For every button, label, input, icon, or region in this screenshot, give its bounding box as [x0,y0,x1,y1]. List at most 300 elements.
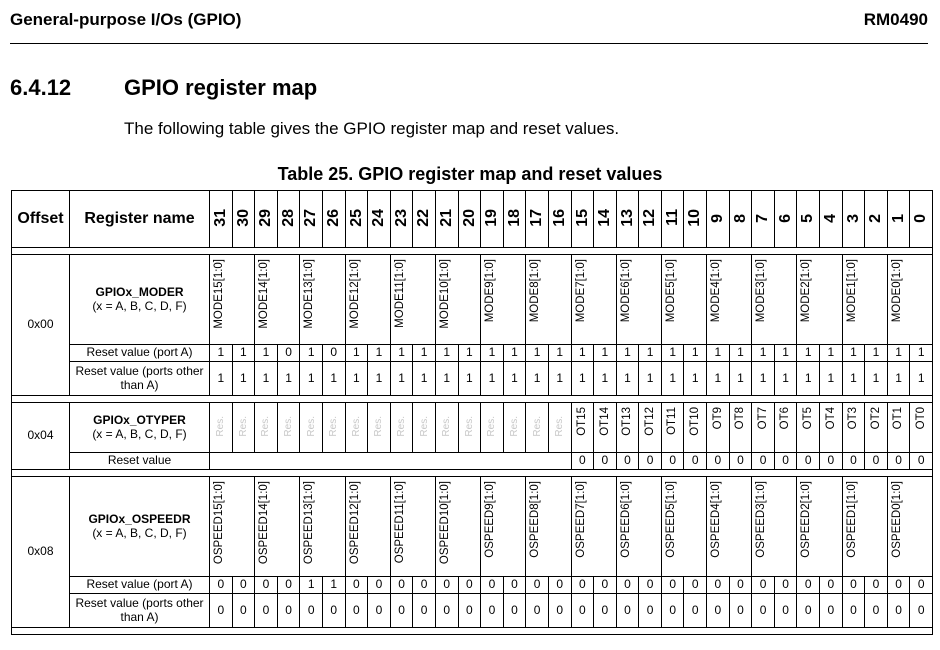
bit-number: 0 [912,213,930,223]
bit-number-header [639,191,662,248]
bit-field [820,403,843,453]
field-name: OT9 [711,407,724,430]
field-name: OT14 [598,407,611,436]
field-name: OSPEED0[1:0] [890,481,903,558]
reset-bit-value: 0 [639,577,662,594]
reserved-label: Res. [328,415,340,437]
reset-bit-value: 0 [232,594,255,628]
bit-field [774,403,797,453]
bit-number: 15 [573,208,591,227]
row-gap [12,248,933,255]
bit-number-header [368,191,391,248]
reset-bit-value: 0 [345,577,368,594]
field-name: OSPEED10[1:0] [438,481,451,565]
bit-number: 5 [799,213,817,223]
reset-bit-value: 1 [458,362,481,396]
reset-bit-value: 0 [887,453,910,470]
bit-field [752,403,775,453]
bit-number-header [390,191,413,248]
reset-bit-value: 1 [345,362,368,396]
reset-bit-value: 0 [842,594,865,628]
bit-number: 12 [641,208,659,227]
bit-number: 18 [505,208,523,227]
bit-number: 1 [889,213,907,223]
field-name: MODE14[1:0] [258,259,271,329]
running-header-title: General-purpose I/Os (GPIO) [10,10,242,29]
bit-field [707,255,752,345]
reset-bit-value: 0 [887,594,910,628]
reset-bit-value: 0 [752,594,775,628]
field-name: OSPEED12[1:0] [348,481,361,565]
bit-number-header [820,191,843,248]
reset-bit-value: 1 [571,362,594,396]
bit-field [345,255,390,345]
reset-bit-value: 1 [887,345,910,362]
intro-paragraph: The following table gives the GPIO register map and reset values. [124,119,620,138]
bit-number: 31 [212,208,229,227]
reset-bit-value: 0 [277,594,300,628]
bit-number: 13 [618,208,636,227]
bit-field [684,403,707,453]
reset-bit-value: 0 [729,577,752,594]
reserved-bit [232,403,255,453]
reset-bit-value: 1 [368,362,391,396]
field-name: OT10 [688,407,701,436]
reset-bit-value: 1 [616,345,639,362]
reset-bit-value: 1 [842,362,865,396]
reset-bit-value: 1 [797,362,820,396]
reset-bit-value: 0 [842,577,865,594]
bit-field [210,477,255,577]
reset-bit-value: 0 [594,577,617,594]
reset-bit-value: 0 [616,577,639,594]
field-name: OSPEED11[1:0] [393,481,406,564]
bit-field [255,255,300,345]
reset-bit-value: 1 [390,345,413,362]
reset-bit-value: 1 [390,362,413,396]
reserved-label: Res. [260,415,272,437]
field-name: MODE4[1:0] [710,259,723,323]
reset-bit-value: 0 [887,577,910,594]
register-ports: (x = A, B, C, D, F) [92,426,187,441]
reset-bit-value: 0 [435,594,458,628]
reserved-label: Res. [554,415,566,437]
reset-bit-value: 0 [752,577,775,594]
reset-bit-value: 1 [300,345,323,362]
reserved-label: Res. [237,415,249,437]
field-name: MODE9[1:0] [484,259,497,323]
field-name: MODE15[1:0] [213,259,225,329]
bit-field [435,477,480,577]
bit-field [571,403,594,453]
reset-bit-value: 0 [729,594,752,628]
reset-bit-value: 1 [435,362,458,396]
bit-number: 24 [370,208,388,227]
reset-bit-value: 0 [503,594,526,628]
bit-number-header [729,191,752,248]
bit-number-header [774,191,797,248]
bit-number: 7 [754,213,772,223]
bit-field [842,403,865,453]
bit-field [910,403,933,453]
bit-number-header [887,191,910,248]
reset-bit-value: 1 [413,345,436,362]
reserved-bit [548,403,571,453]
reset-bit-value: 0 [684,577,707,594]
bit-field [887,255,932,345]
row-gap [12,396,933,403]
field-name: MODE12[1:0] [348,259,361,329]
bit-field [842,477,887,577]
reset-bit-value: 1 [481,345,504,362]
reset-bit-value: 0 [368,594,391,628]
bit-number: 26 [324,208,342,227]
field-name: OSPEED6[1:0] [619,481,632,558]
reserved-label: Res. [350,415,362,437]
reset-bit-value: 0 [548,577,571,594]
reset-bit-value: 0 [322,594,345,628]
section-number: 6.4.12 [10,75,72,100]
field-name: MODE11[1:0] [393,259,406,328]
register-ports: (x = A, B, C, D, F) [92,298,187,313]
reset-bit-value: 1 [752,362,775,396]
reset-bit-value: 0 [820,594,843,628]
reset-bit-value: 1 [232,345,255,362]
reserved-bit [390,403,413,453]
reserved-label: Res. [463,415,475,437]
field-name: OSPEED1[1:0] [845,481,858,558]
bit-number-header [210,191,233,248]
bit-number: 10 [686,208,704,227]
bit-field [594,403,617,453]
bit-field [300,477,345,577]
reset-bit-value: 0 [277,577,300,594]
reset-bit-value: 0 [413,594,436,628]
reset-bit-value: 0 [458,577,481,594]
bit-field [616,477,661,577]
reset-bit-value: 0 [413,577,436,594]
register-name: GPIOx_OTYPER [93,413,186,428]
bit-field [729,403,752,453]
reset-bit-value: 1 [345,345,368,362]
reset-bit-value: 0 [707,594,730,628]
bit-field [526,477,571,577]
field-name: OSPEED2[1:0] [800,481,813,558]
reset-bit-value: 0 [797,594,820,628]
reset-bit-value: 0 [774,577,797,594]
reset-bit-value: 1 [210,362,233,396]
reset-bit-value: 1 [413,362,436,396]
reset-bit-value: 0 [616,453,639,470]
bit-number-header [910,191,933,248]
bit-field [300,255,345,345]
reserved-bit [277,403,300,453]
reset-bit-value: 1 [548,362,571,396]
reset-bit-value: 0 [435,577,458,594]
register-name-cell [70,403,210,453]
reserved-label: Res. [418,415,430,437]
reset-bit-value: 0 [390,594,413,628]
reset-bit-value: 1 [729,345,752,362]
reset-bit-value: 1 [729,362,752,396]
reset-bit-value: 1 [435,345,458,362]
reset-bit-value: 1 [842,345,865,362]
reset-bit-value: 1 [548,345,571,362]
reserved-label: Res. [509,415,521,437]
field-name: OT15 [575,407,588,436]
reset-bit-value: 0 [865,594,888,628]
reset-bit-value: 0 [616,594,639,628]
bit-number: 30 [234,208,252,227]
bit-field [797,403,820,453]
bit-field [481,477,526,577]
reset-bit-value: 0 [797,453,820,470]
reset-bit-value: 0 [910,594,933,628]
reset-bit-value: 1 [820,362,843,396]
field-name: OSPEED9[1:0] [484,481,497,558]
field-name: MODE5[1:0] [664,259,677,323]
field-name: OT6 [779,407,792,430]
field-name: OSPEED7[1:0] [574,481,587,558]
field-name: OT8 [734,407,747,430]
reset-bit-value: 1 [774,362,797,396]
reset-bit-value: 1 [684,362,707,396]
reset-bit-value: 1 [616,362,639,396]
reserved-bit [526,403,549,453]
reserved-bit [255,403,278,453]
reset-bit-value: 0 [752,453,775,470]
reset-bit-value: 1 [887,362,910,396]
reset-bit-value: 0 [210,577,233,594]
reset-value-label: Reset value (port A) [70,345,210,362]
reserved-bit [210,403,233,453]
reset-bit-value: 1 [639,362,662,396]
reset-bit-value: 1 [322,362,345,396]
bit-number: 22 [415,208,433,227]
register-name-column-header: Register name [70,191,210,248]
reset-bit-value: 1 [571,345,594,362]
field-name: OT7 [756,407,769,430]
bit-field [887,403,910,453]
bit-number: 11 [663,208,681,226]
reset-bit-value: 1 [797,345,820,362]
bit-number: 8 [731,213,749,223]
reset-value-label: Reset value [70,453,210,470]
bit-field [797,477,842,577]
reset-bit-value: 0 [232,577,255,594]
reset-bit-value: 1 [774,345,797,362]
bit-number: 23 [392,208,410,227]
bit-field [842,255,887,345]
reset-bit-value: 1 [639,345,662,362]
bit-field [616,403,639,453]
reset-bit-value: 0 [774,594,797,628]
reset-bit-value: 1 [684,345,707,362]
bit-number: 4 [822,213,840,223]
bit-number: 3 [844,213,862,223]
bit-number: 25 [347,208,365,227]
bit-field [707,403,730,453]
reset-bit-value: 1 [910,345,933,362]
field-name: MODE1[1:0] [845,259,858,323]
field-name: MODE7[1:0] [574,259,587,323]
reset-blank [210,453,572,470]
reset-bit-value: 1 [481,362,504,396]
reserved-bit [345,403,368,453]
field-name: OT5 [801,407,814,430]
field-name: OSPEED14[1:0] [258,481,271,565]
reset-bit-value: 1 [594,362,617,396]
reset-bit-value: 0 [345,594,368,628]
bit-number-header [277,191,300,248]
field-name: OT11 [666,407,679,435]
reset-bit-value: 1 [752,345,775,362]
reset-bit-value: 0 [548,594,571,628]
reset-bit-value: 1 [458,345,481,362]
reset-bit-value: 1 [661,345,684,362]
field-name: MODE6[1:0] [619,259,632,323]
reset-bit-value: 0 [503,577,526,594]
field-name: MODE3[1:0] [755,259,768,323]
register-map-table [11,190,933,635]
reserved-bit [458,403,481,453]
reset-value-label: Reset value (port A) [70,577,210,594]
reset-bit-value: 0 [910,453,933,470]
bit-field [661,403,684,453]
bit-number: 16 [550,208,568,227]
bit-number-header [232,191,255,248]
reset-bit-value: 1 [255,345,278,362]
reset-bit-value: 0 [368,577,391,594]
reset-bit-value: 1 [820,345,843,362]
bit-number: 6 [776,213,794,223]
reset-bit-value: 1 [503,345,526,362]
bit-field [661,255,706,345]
reserved-label: Res. [531,415,543,437]
bit-number-header [435,191,458,248]
bit-field [345,477,390,577]
bit-number-header [255,191,278,248]
row-gap [12,470,933,477]
reset-bit-value: 0 [210,594,233,628]
reserved-label: Res. [373,415,385,437]
reset-bit-value: 1 [910,362,933,396]
bit-field [752,477,797,577]
reset-bit-value: 1 [661,362,684,396]
reserved-label: Res. [396,415,408,437]
bit-number-header [481,191,504,248]
bit-number-header [797,191,820,248]
reset-bit-value: 0 [255,594,278,628]
reset-bit-value: 1 [232,362,255,396]
reset-bit-value: 0 [390,577,413,594]
bit-number-header [707,191,730,248]
bit-field [435,255,480,345]
reset-bit-value: 1 [368,345,391,362]
field-name: OSPEED15[1:0] [213,481,225,565]
reserved-bit [481,403,504,453]
section-title: GPIO register map [124,75,318,100]
bit-field [707,477,752,577]
bit-number-header [503,191,526,248]
field-name: MODE8[1:0] [529,259,542,323]
bit-field [255,477,300,577]
reset-bit-value: 1 [865,345,888,362]
register-name-cell [70,255,210,345]
reset-bit-value: 0 [910,577,933,594]
reserved-bit [413,403,436,453]
register-offset: 0x04 [12,403,70,470]
bit-number-header [752,191,775,248]
bit-number: 19 [483,208,501,227]
bit-field [661,477,706,577]
reset-value-label: Reset value (ports other than A) [70,362,210,396]
bit-field [481,255,526,345]
reset-bit-value: 0 [820,577,843,594]
field-name: MODE2[1:0] [800,259,813,323]
document-id: RM0490 [863,10,928,29]
bit-number-header [594,191,617,248]
bit-field [616,255,661,345]
reset-bit-value: 0 [277,345,300,362]
reset-bit-value: 0 [661,577,684,594]
reset-bit-value: 0 [774,453,797,470]
bit-field [571,255,616,345]
reset-bit-value: 1 [865,362,888,396]
reserved-label: Res. [215,415,227,437]
reserved-bit [300,403,323,453]
reset-bit-value: 1 [594,345,617,362]
field-name: MODE0[1:0] [890,259,903,323]
field-name: OSPEED5[1:0] [664,481,677,558]
table-caption: Table 25. GPIO register map and reset values [277,164,663,184]
reset-bit-value: 1 [300,577,323,594]
field-name: OT4 [824,407,837,430]
reset-bit-value: 0 [526,577,549,594]
reset-bit-value: 1 [503,362,526,396]
reset-bit-value: 0 [661,594,684,628]
field-name: OT13 [621,407,634,436]
bit-number-header [548,191,571,248]
reset-bit-value: 0 [255,577,278,594]
bit-number: 17 [528,208,546,227]
field-name: OT1 [892,407,905,430]
bit-number: 28 [279,208,297,227]
field-name: MODE10[1:0] [438,259,451,329]
reset-bit-value: 0 [865,453,888,470]
reset-bit-value: 0 [684,594,707,628]
field-name: OSPEED4[1:0] [710,481,723,558]
reset-bit-value: 1 [526,362,549,396]
reset-bit-value: 0 [481,594,504,628]
reset-bit-value: 1 [707,362,730,396]
bit-number-header [300,191,323,248]
bit-number-header [458,191,481,248]
header-rule [10,43,928,44]
register-name: GPIOx_OSPEEDR [88,512,191,527]
bit-field [797,255,842,345]
reserved-label: Res. [441,415,453,437]
bit-number: 9 [709,213,727,223]
bit-field [887,477,932,577]
bit-number-header [661,191,684,248]
row-gap [12,628,933,635]
reset-bit-value: 1 [277,362,300,396]
bit-field [390,477,435,577]
reset-bit-value: 0 [707,453,730,470]
field-name: OSPEED13[1:0] [303,481,316,565]
reset-bit-value: 0 [797,577,820,594]
